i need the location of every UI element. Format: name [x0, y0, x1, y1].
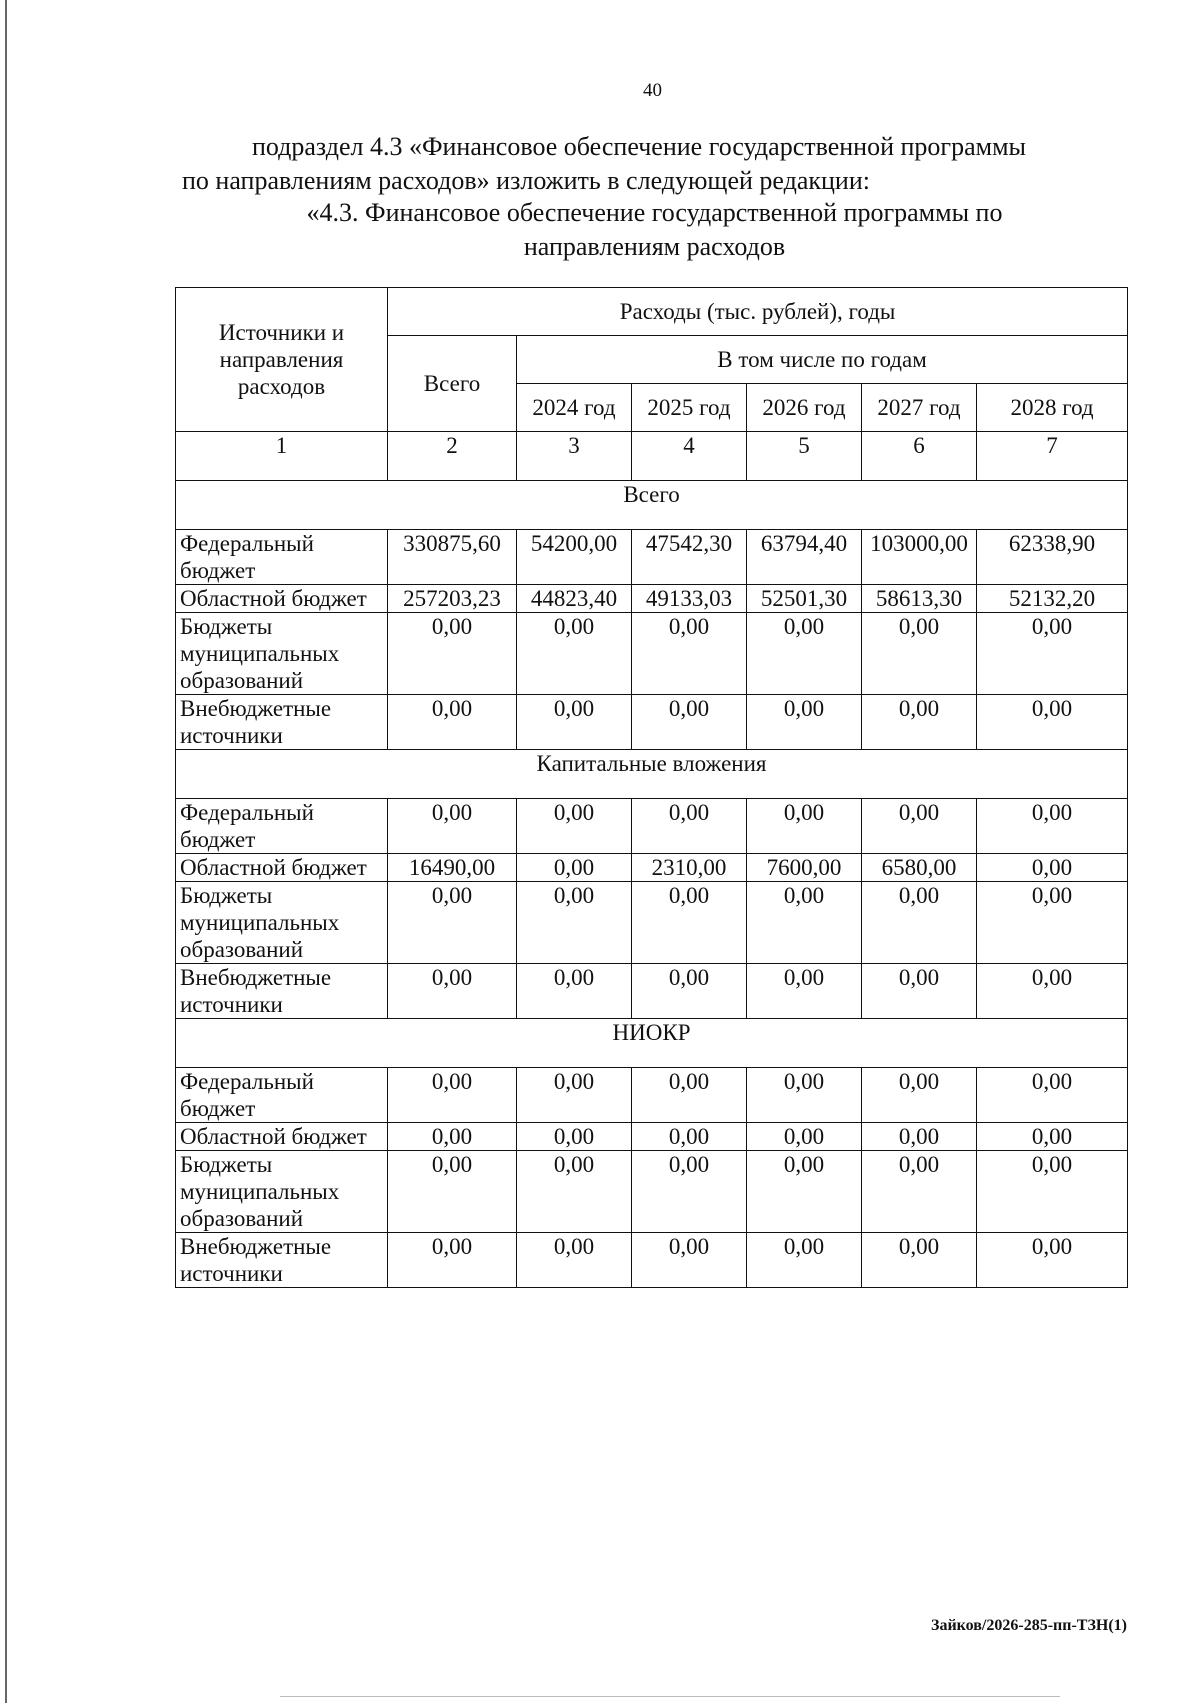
- value-cell: 0,00: [977, 1068, 1128, 1123]
- source-cell: Внебюджетные источники: [176, 695, 388, 750]
- value-cell: 58613,30: [862, 585, 977, 613]
- section-title: [182, 196, 1127, 264]
- value-cell: 2310,00: [632, 854, 747, 882]
- header-by-years-cell: В том числе по годам: [517, 336, 1128, 384]
- table-row: [176, 854, 1128, 882]
- value-cell: 0,00: [388, 1123, 517, 1151]
- value-cell: 0,00: [517, 1151, 632, 1233]
- value-cell: 0,00: [977, 1123, 1128, 1151]
- section-row: [176, 1019, 1128, 1068]
- value-cell: 0,00: [977, 854, 1128, 882]
- value-cell: 0,00: [747, 1151, 862, 1233]
- value-cell: 0,00: [388, 613, 517, 695]
- source-cell: Федеральный бюджет: [176, 799, 388, 854]
- value-cell: 0,00: [632, 1151, 747, 1233]
- value-cell: 0,00: [388, 1068, 517, 1123]
- section-row: [176, 750, 1128, 799]
- value-cell: 0,00: [862, 799, 977, 854]
- value-cell: 0,00: [862, 1151, 977, 1233]
- value-cell: 0,00: [862, 613, 977, 695]
- financing-table: [175, 287, 1128, 1288]
- value-cell: 0,00: [632, 695, 747, 750]
- table-row: [176, 695, 1128, 750]
- column-number-cell: 3: [517, 432, 632, 481]
- value-cell: 0,00: [747, 799, 862, 854]
- value-cell: 16490,00: [388, 854, 517, 882]
- value-cell: 0,00: [747, 1068, 862, 1123]
- table-row: [176, 530, 1128, 585]
- value-cell: 0,00: [388, 964, 517, 1019]
- value-cell: 0,00: [747, 882, 862, 964]
- value-cell: 0,00: [632, 613, 747, 695]
- header-expenses-cell: Расходы (тыс. рублей), годы: [388, 288, 1128, 336]
- table-row: [176, 799, 1128, 854]
- intro-line-2: по направлениям расходов» изложить в следующей редакции:: [182, 166, 870, 195]
- source-cell: Федеральный бюджет: [176, 1068, 388, 1123]
- value-cell: 0,00: [517, 882, 632, 964]
- value-cell: 0,00: [862, 882, 977, 964]
- scan-edge: [5, 0, 7, 1703]
- value-cell: 0,00: [977, 964, 1128, 1019]
- value-cell: 0,00: [977, 882, 1128, 964]
- value-cell: 0,00: [517, 1123, 632, 1151]
- value-cell: 63794,40: [747, 530, 862, 585]
- value-cell: 7600,00: [747, 854, 862, 882]
- header-source-cell: Источники и направления расходов: [176, 288, 388, 432]
- source-cell: Областной бюджет: [176, 1123, 388, 1151]
- value-cell: 0,00: [517, 964, 632, 1019]
- intro-line-1: подраздел 4.3 «Финансовое обеспечение государственной программы: [252, 132, 1026, 161]
- table-row: [176, 1151, 1128, 1233]
- value-cell: 0,00: [747, 695, 862, 750]
- table-row: [176, 882, 1128, 964]
- column-number-cell: 6: [862, 432, 977, 481]
- value-cell: 0,00: [517, 799, 632, 854]
- table-body: [176, 288, 1128, 1288]
- value-cell: 0,00: [388, 1233, 517, 1288]
- section-title-cell: НИОКР: [176, 1019, 1128, 1068]
- header-year-cell: 2024 год: [517, 384, 632, 432]
- source-cell: Внебюджетные источники: [176, 964, 388, 1019]
- section-row: [176, 481, 1128, 530]
- value-cell: 0,00: [977, 1233, 1128, 1288]
- value-cell: 52132,20: [977, 585, 1128, 613]
- column-number-cell: 5: [747, 432, 862, 481]
- column-number-cell: 1: [176, 432, 388, 481]
- section-title-line-2: направлениям расходов: [523, 232, 786, 261]
- header-year-cell: 2028 год: [977, 384, 1128, 432]
- section-title-cell: Всего: [176, 481, 1128, 530]
- value-cell: 49133,03: [632, 585, 747, 613]
- table-row: [176, 1233, 1128, 1288]
- value-cell: 0,00: [632, 1068, 747, 1123]
- column-number-row: [176, 432, 1128, 481]
- scan-edge-bottom: [280, 1696, 1060, 1697]
- column-number-cell: 4: [632, 432, 747, 481]
- value-cell: 0,00: [632, 1233, 747, 1288]
- source-cell: Областной бюджет: [176, 585, 388, 613]
- source-cell: Федеральный бюджет: [176, 530, 388, 585]
- value-cell: 52501,30: [747, 585, 862, 613]
- value-cell: 44823,40: [517, 585, 632, 613]
- value-cell: 0,00: [517, 695, 632, 750]
- section-title-line-1: «4.3. Финансовое обеспечение государственной программы по: [306, 198, 1003, 227]
- intro-paragraph: [182, 130, 1127, 198]
- value-cell: 0,00: [977, 613, 1128, 695]
- header-total-cell: Всего: [388, 336, 517, 432]
- source-cell: Бюджеты муниципальных образований: [176, 613, 388, 695]
- value-cell: 103000,00: [862, 530, 977, 585]
- value-cell: 0,00: [388, 695, 517, 750]
- value-cell: 0,00: [862, 964, 977, 1019]
- value-cell: 47542,30: [632, 530, 747, 585]
- value-cell: 0,00: [862, 1123, 977, 1151]
- header-year-cell: 2027 год: [862, 384, 977, 432]
- table-row: [176, 585, 1128, 613]
- table-row: [176, 613, 1128, 695]
- value-cell: 0,00: [517, 613, 632, 695]
- source-cell: Внебюджетные источники: [176, 1233, 388, 1288]
- value-cell: 0,00: [862, 1233, 977, 1288]
- value-cell: 0,00: [632, 1123, 747, 1151]
- value-cell: 0,00: [977, 1151, 1128, 1233]
- value-cell: 0,00: [517, 1233, 632, 1288]
- table-row: [176, 1068, 1128, 1123]
- header-year-cell: 2026 год: [747, 384, 862, 432]
- value-cell: 62338,90: [977, 530, 1128, 585]
- table-row: [176, 964, 1128, 1019]
- value-cell: 54200,00: [517, 530, 632, 585]
- value-cell: 0,00: [747, 613, 862, 695]
- value-cell: 0,00: [517, 854, 632, 882]
- column-number-cell: 2: [388, 432, 517, 481]
- value-cell: 0,00: [977, 799, 1128, 854]
- header-year-cell: 2025 год: [632, 384, 747, 432]
- value-cell: 0,00: [862, 1068, 977, 1123]
- value-cell: 330875,60: [388, 530, 517, 585]
- value-cell: 257203,23: [388, 585, 517, 613]
- value-cell: 0,00: [632, 964, 747, 1019]
- value-cell: 0,00: [862, 695, 977, 750]
- value-cell: 0,00: [388, 799, 517, 854]
- table-row: [176, 1123, 1128, 1151]
- value-cell: 6580,00: [862, 854, 977, 882]
- source-cell: Бюджеты муниципальных образований: [176, 882, 388, 964]
- source-cell: Областной бюджет: [176, 854, 388, 882]
- section-title-cell: Капитальные вложения: [176, 750, 1128, 799]
- value-cell: 0,00: [747, 1233, 862, 1288]
- value-cell: 0,00: [632, 882, 747, 964]
- value-cell: 0,00: [747, 964, 862, 1019]
- value-cell: 0,00: [388, 1151, 517, 1233]
- page-number: 40: [643, 80, 662, 101]
- value-cell: 0,00: [517, 1068, 632, 1123]
- document-code: Зайков/2026-285-пп-ТЗН(1): [931, 1617, 1127, 1634]
- value-cell: 0,00: [977, 695, 1128, 750]
- column-number-cell: 7: [977, 432, 1128, 481]
- value-cell: 0,00: [747, 1123, 862, 1151]
- value-cell: 0,00: [388, 882, 517, 964]
- source-cell: Бюджеты муниципальных образований: [176, 1151, 388, 1233]
- value-cell: 0,00: [632, 799, 747, 854]
